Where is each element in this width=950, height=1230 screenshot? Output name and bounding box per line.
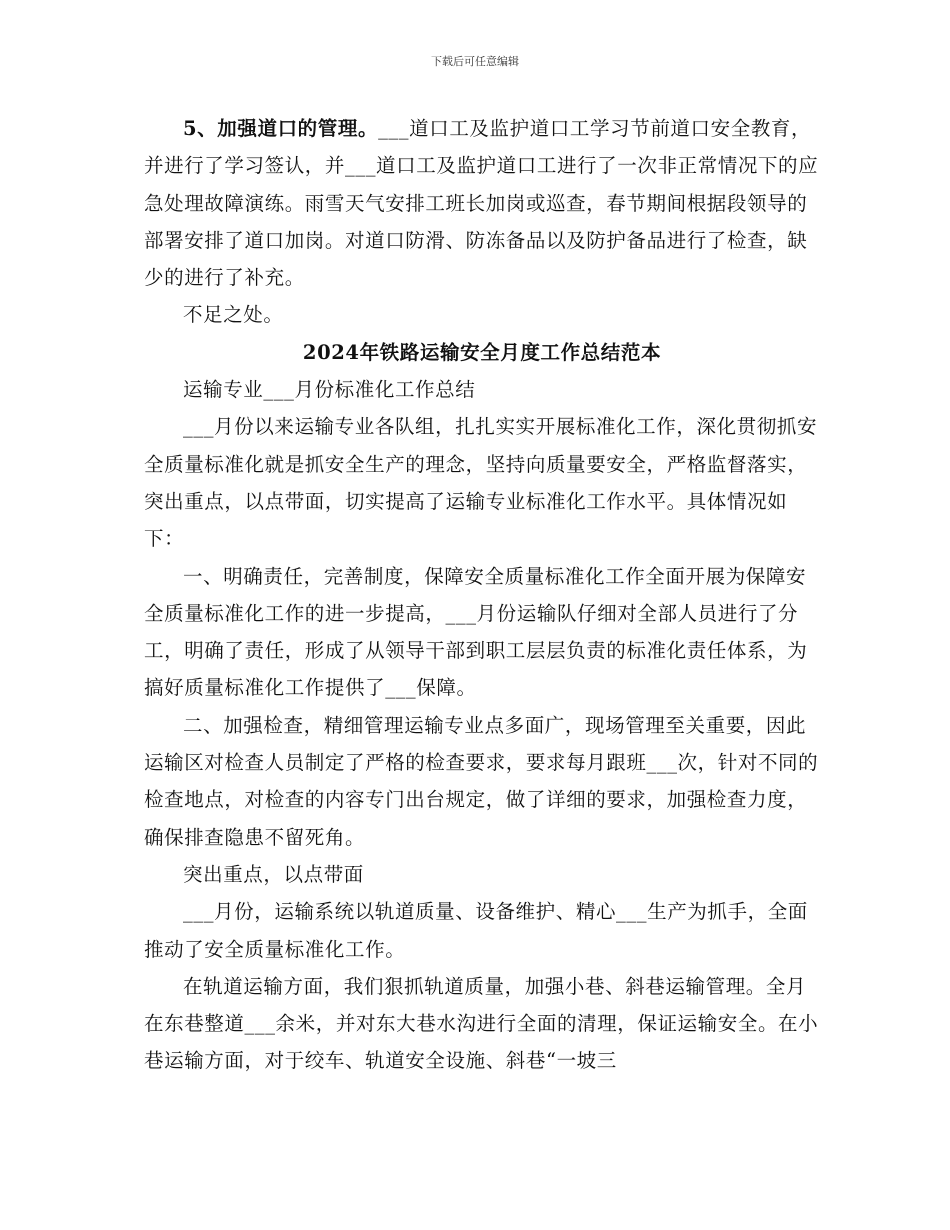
body-paragraph: ___月份，运输系统以轨道质量、设备维护、精心___生产为抓手，全面推动了安全质量标准化工作。 xyxy=(144,900,808,961)
document-body xyxy=(144,110,820,1080)
body-paragraph: 在轨道运输方面，我们狠抓轨道质量，加强小巷、斜巷运输管理。全月在东巷整道___余米，并对东大巷水沟进行全面的清理，保证运输安全。在小巷运输方面，对于绞车、轨道安全设施、斜巷“一坡三 xyxy=(144,974,819,1073)
paragraph-crossing-management xyxy=(144,110,820,296)
page-header: 下载后可任意编辑 xyxy=(431,55,519,68)
paragraph-shortcomings: 不足之处。 xyxy=(183,303,284,327)
body-paragraph: 突出重点，以点带面 xyxy=(183,862,364,886)
document-title: 2024年铁路运输安全月度工作总结范本 xyxy=(302,340,662,364)
paragraph-lead: 5、加强道口的管理。 xyxy=(183,117,379,140)
body-paragraph: 一、明确责任，完善制度，保障安全质量标准化工作全面开展为保障安全质量标准化工作的进一步提高，___月份运输队仔细对全部人员进行了分工，明确了责任，形成了从领导干部到职工层层负责的标准化责任体系，为搞好质量标准化工作提供了___保障。 xyxy=(144,564,808,700)
body-paragraph: 二、加强检查，精细管理运输专业点多面广，现场管理至关重要，因此运输区对检查人员制定了严格的检查要求，要求每月跟班___次，针对不同的检查地点，对检查的内容专门出台规定，做了详细的要求，加强检查力度，确保排查隐患不留死角。 xyxy=(144,713,819,849)
body-paragraph: 运输专业___月份标准化工作总结 xyxy=(183,378,476,402)
paragraph-text: ___道口工及监护道口工学习节前道口安全教育，并进行了学习签认，并___道口工及监护道口工进行了一次非正常情况下的应急处理故障演练。雨雪天气安排工班长加岗或巡查，春节期间根据段领导的部署安排了道口加岗。对道口防滑、防冻备品以及防护备品进行了检查，缺少的进行了补充。 xyxy=(144,117,819,290)
body-paragraph: ___月份以来运输专业各队组，扎扎实实开展标准化工作，深化贯彻抓安全质量标准化就是抓安全生产的理念，坚持向质量要安全，严格监督落实，突出重点，以点带面，切实提高了运输专业标准化工作水平。具体情况如下： xyxy=(144,415,818,551)
